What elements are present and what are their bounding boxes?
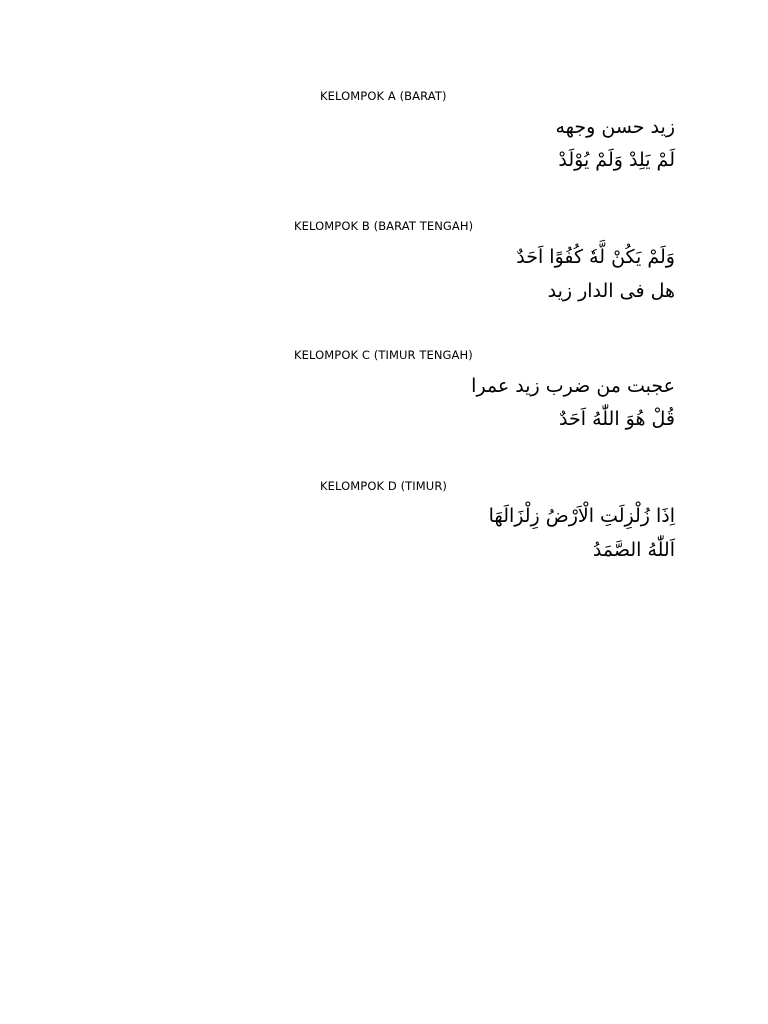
group-b-line-1: وَلَمْ يَكُنْ لَّهٗ كُفُوًا اَحَدٌ <box>516 246 675 268</box>
group-a-line-2: لَمْ يَلِدْ وَلَمْ يُوْلَدْ <box>558 149 675 171</box>
group-d-line-1: اِذَا زُلْزِلَتِ الْاَرْضُ زِلْزَالَهَا <box>488 505 675 527</box>
group-a-line-1: زيد حسن وجهه <box>555 116 675 138</box>
group-a-title: KELOMPOK A (BARAT) <box>320 89 447 103</box>
group-b-title: KELOMPOK B (BARAT TENGAH) <box>294 219 474 233</box>
group-d-title: KELOMPOK D (TIMUR) <box>320 479 447 493</box>
group-b-line-2: هل فى الدار زيد <box>547 280 675 302</box>
group-c-title: KELOMPOK C (TIMUR TENGAH) <box>294 348 473 362</box>
group-c-line-2: قُلْ هُوَ اللّٰهُ اَحَدٌ <box>559 408 675 430</box>
group-d-line-2: اَللّٰهُ الصَّمَدُ <box>592 539 675 561</box>
group-c-line-1: عجبت من ضرب زيد عمرا <box>471 375 675 397</box>
